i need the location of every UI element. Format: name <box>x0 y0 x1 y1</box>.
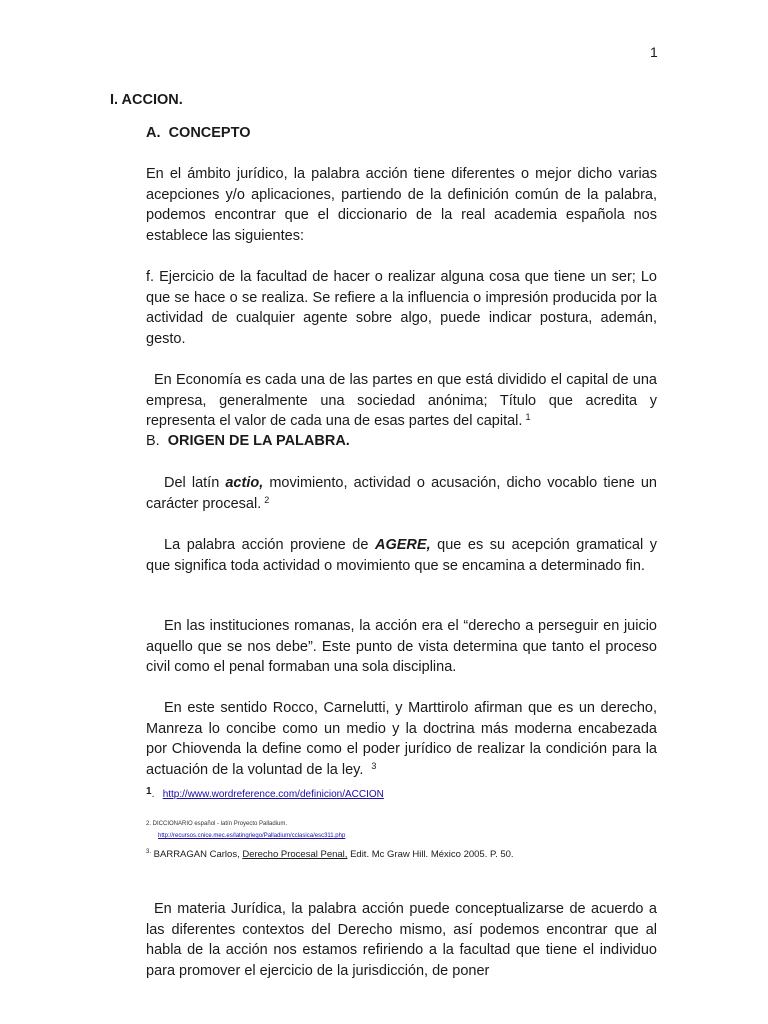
footnote-1: 1. http://www.wordreference.com/definicion/ACCION <box>146 786 384 800</box>
heading-concepto-label: A. <box>146 125 161 141</box>
footnote-1-link[interactable]: http://www.wordreference.com/definicion/ACCION <box>162 789 384 800</box>
page-number: 1 <box>650 44 658 60</box>
paragraph-4-emphasis: actio, <box>225 475 264 491</box>
footnote-2-link[interactable]: http://recursos.cnice.mec.es/latingriego/Palladium/cclasica/esc311.php <box>158 833 346 839</box>
heading-origen-label: B. <box>146 433 160 449</box>
heading-section-1: I. ACCION. <box>110 92 183 108</box>
paragraph-8: En materia Jurídica, la palabra acción puede conceptualizarse de acuerdo a las diferentes contextos del Derecho mismo, así podemos encontrar que al habla de la acción nos estamos refiriendo a la facultad que tiene el individuo para promover el ejercicio de la jurisdicción, de poner <box>146 901 657 979</box>
paragraph-3-text: En Economía es cada una de las partes en que está dividido el capital de una empresa, generalmente una sociedad anónima; Título que acredita y representa el valor de cada una de esas partes del capital. <box>146 372 657 430</box>
footnote-3-number: 3. <box>146 849 152 855</box>
footnote-3-title: Derecho Procesal Penal, <box>242 849 348 860</box>
paragraph-5 <box>146 535 657 576</box>
paragraph-5-post: que es su acepción gramatical y que significa toda actividad o movimiento que se encamina a determinado fin. <box>146 537 657 574</box>
paragraph-3 <box>146 370 657 432</box>
paragraph-5-pre: La palabra acción proviene de <box>164 537 375 553</box>
heading-origen-text: ORIGEN DE LA PALABRA. <box>167 433 350 449</box>
footnote-2: 2. DICCIONARIO español - latín Proyecto Palladium. <box>146 821 288 827</box>
paragraph-6: En las instituciones romanas, la acción era el “derecho a perseguir en juicio aquello que se nos debe”. Este punto de vista determina que tanto el proceso civil como el penal formaban una sola disciplina. <box>146 618 657 676</box>
footnote-ref-2: 2 <box>264 494 270 505</box>
footnote-ref-3: 3 <box>371 760 377 771</box>
paragraph-1: En el ámbito jurídico, la palabra acción tiene diferentes o mejor dicho varias acepciones y/o aplicaciones, partiendo de la definición común de la palabra, podemos encontrar que el diccionario de la real academia española nos establece las siguientes: <box>146 166 657 244</box>
paragraph-7-text: En este sentido Rocco, Carnelutti, y Marttirolo afirman que es un derecho, Manreza lo concibe como un medio y la doctrina más moderna encabezada por Chiovenda la define como el poder jurídico de realizar la condición para la actuación de la voluntad de la ley. <box>146 700 657 778</box>
paragraph-4-pre: Del latín <box>164 475 226 491</box>
footnote-ref-1: 1 <box>525 412 531 423</box>
footnote-2-link-line <box>158 833 345 839</box>
footnote-1-number: 1 <box>146 786 152 797</box>
heading-concepto-text: CONCEPTO <box>168 125 251 141</box>
paragraph-5-emphasis: AGERE, <box>375 537 431 553</box>
footnote-3-edition: Edit. Mc Graw Hill. México 2005. P. 50. <box>347 849 514 860</box>
paragraph-2: f. Ejercicio de la facultad de hacer o realizar alguna cosa que tiene un ser; Lo que se hace o se realiza. Se refiere a la influencia o impresión producida por la actividad de cualquier agente sobre algo, puede indicar postura, ademán, gesto. <box>146 269 657 347</box>
paragraph-4 <box>146 473 657 514</box>
footnote-3 <box>146 849 514 860</box>
paragraph-7 <box>146 698 657 780</box>
heading-origen <box>146 433 350 449</box>
heading-concepto <box>146 125 250 141</box>
paragraph-4-post: movimiento, actividad o acusación, dicho vocablo tiene un carácter procesal. <box>146 475 657 512</box>
footnote-3-author: BARRAGAN Carlos, <box>153 849 243 860</box>
